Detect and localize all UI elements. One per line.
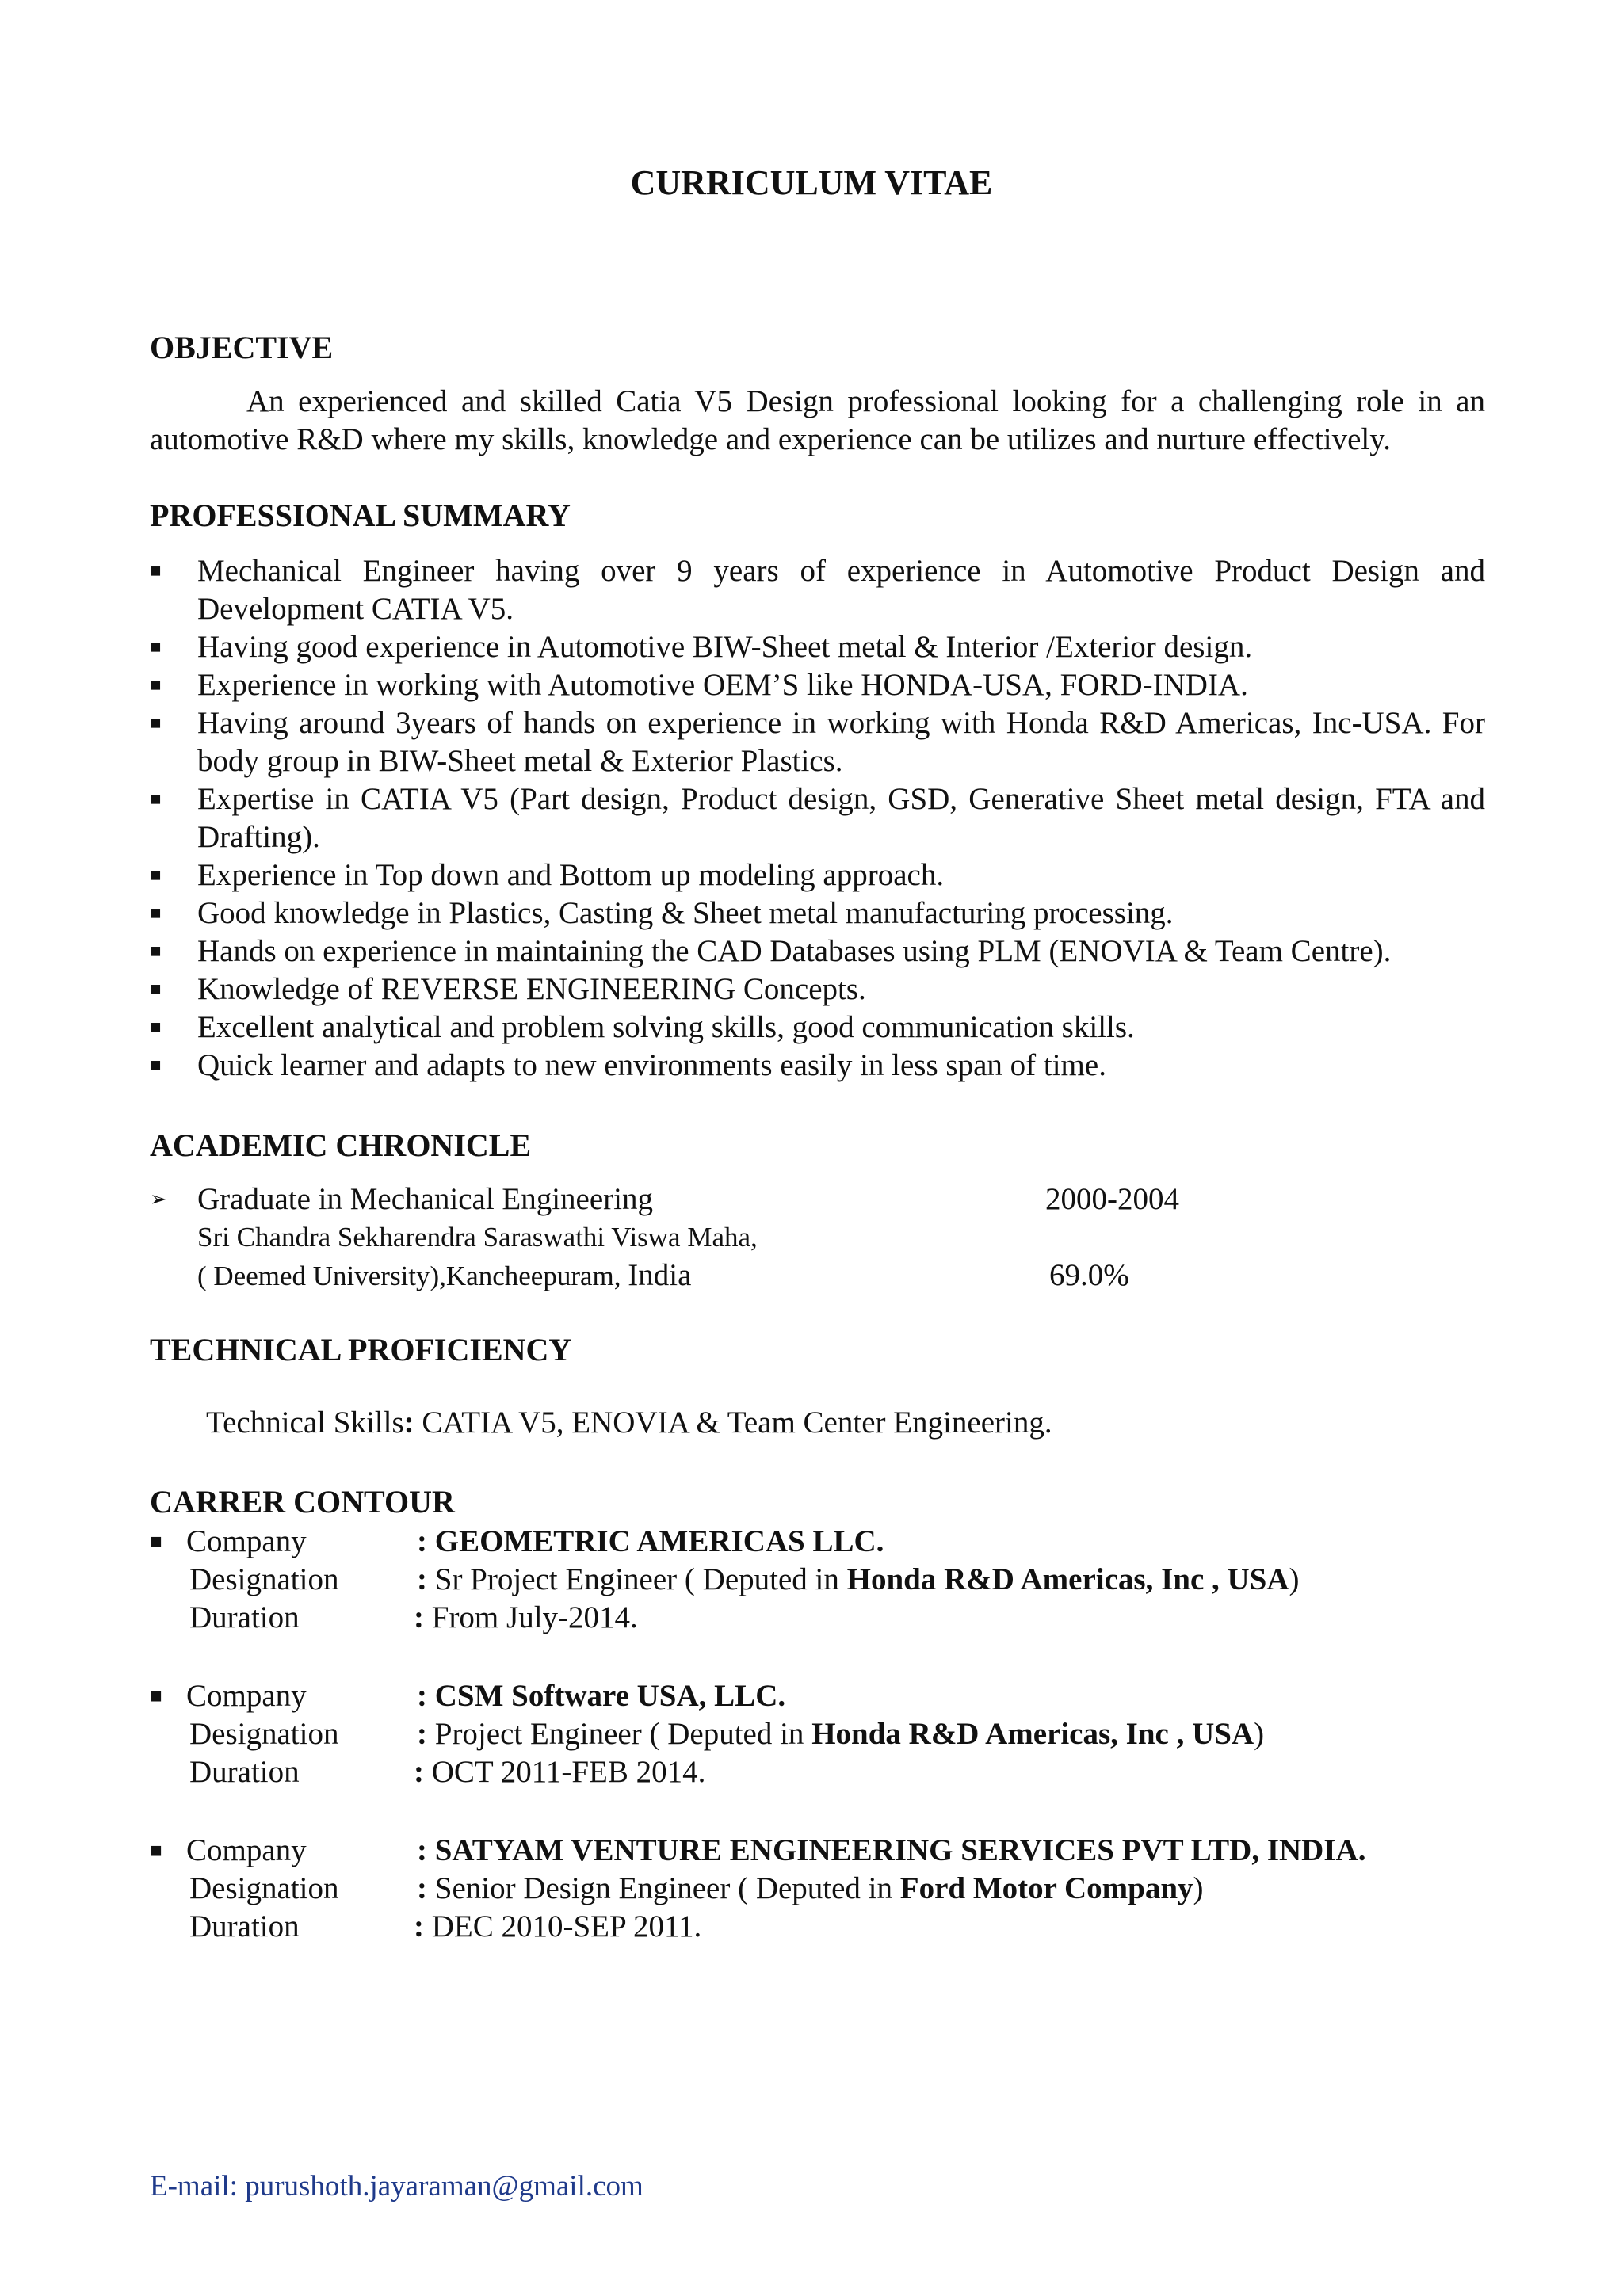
institution: Sri Chandra Sekharendra Saraswathi Viswa Maha, [197,1222,758,1253]
designation-value: : Senior Design Engineer ( Deputed in Ford Motor Company) [417,1871,1204,1905]
designation-value: : Sr Project Engineer ( Deputed in Honda R&D Americas, Inc , USA) [417,1562,1300,1596]
academic-heading: ACADEMIC CHRONICLE [150,1127,532,1163]
company-name: : SATYAM VENTURE ENGINEERING SERVICES PVT LTD, INDIA. [417,1833,1366,1867]
degree-score: 69.0% [1049,1258,1129,1292]
career-entry [150,1832,1537,1946]
summary-item: ■ Having good experience in Automotive BIW-Sheet metal & Interior /Exterior design. [150,628,1485,666]
university: ( Deemed University),Kancheepuram, India [197,1258,692,1292]
duration-label: Duration [189,1600,300,1634]
square-bullet-icon: ■ [150,979,162,1000]
square-bullet-icon: ■ [150,903,162,924]
summary-item: ■ Having around 3years of hands on experience in working with Honda R&D Americas, Inc-USA. For body group in BIW-Sheet metal & Exterior Plastics. [150,706,1485,778]
career-entry [150,1677,1537,1791]
square-bullet-icon: ■ [150,789,162,810]
square-bullet-icon: ■ [150,637,162,658]
arrowhead-bullet-icon: ➢ [150,1188,167,1211]
summary-item: ■ Excellent analytical and problem solving skills, good communication skills. [150,1009,1485,1047]
technical-skills: Technical Skills: CATIA V5, ENOVIA & Team Center Engineering. [206,1405,1052,1440]
summary-item: ■ Quick learner and adapts to new environments easily in less span of time. [150,1047,1485,1085]
objective-text: An experienced and skilled Catia V5 Design professional looking for a challenging role in an automotive R&D where my skills, knowledge and experience can be utilizes and nurture effectively. [150,384,1485,456]
summary-item: ■ Experience in working with Automotive OEM’S like HONDA-USA, FORD-INDIA. [150,666,1485,704]
duration-value: : From July-2014. [414,1600,638,1634]
square-bullet-icon: ■ [150,941,162,962]
summary-item: ■ Expertise in CATIA V5 (Part design, Product design, GSD, Generative Sheet metal design, FTA and Drafting). [150,782,1485,854]
summary-item: ■ Knowledge of REVERSE ENGINEERING Concepts. [150,971,1485,1009]
duration-label: Duration [189,1755,300,1789]
company-name: : CSM Software USA, LLC. [417,1679,786,1713]
square-bullet-icon: ■ [150,561,162,582]
email-address: E-mail: purushoth.jayaraman@gmail.com [150,2170,643,2203]
company-label: Company [186,1833,307,1867]
academic-entry [150,1180,1485,1295]
square-bullet-icon: ■ [150,713,162,734]
square-bullet-icon: ■ [150,1684,162,1707]
technical-heading: TECHNICAL PROFICIENCY [150,1332,572,1367]
duration-value: : DEC 2010-SEP 2011. [414,1909,702,1943]
degree-years: 2000-2004 [1045,1182,1179,1216]
square-bullet-icon: ■ [150,1530,162,1553]
company-label: Company [186,1524,307,1558]
document-title: CURRICULUM VITAE [630,163,993,202]
designation-label: Designation [189,1717,339,1751]
square-bullet-icon: ■ [150,1839,162,1862]
square-bullet-icon: ■ [150,675,162,696]
summary-item: ■ Good knowledge in Plastics, Casting & Sheet metal manufacturing processing. [150,894,1485,933]
square-bullet-icon: ■ [150,1017,162,1038]
career-entry [150,1523,1537,1637]
designation-value: : Project Engineer ( Deputed in Honda R&D Americas, Inc , USA) [417,1717,1265,1751]
summary-item: ■ Hands on experience in maintaining the CAD Databases using PLM (ENOVIA & Team Centre). [150,933,1485,971]
duration-label: Duration [189,1909,300,1943]
duration-value: : OCT 2011-FEB 2014. [414,1755,706,1789]
objective-heading: OBJECTIVE [150,330,334,365]
summary-item: ■ Mechanical Engineer having over 9 years of experience in Automotive Product Design and Development CATIA V5. [150,554,1485,626]
degree: Graduate in Mechanical Engineering [197,1182,654,1216]
summary-heading: PROFESSIONAL SUMMARY [150,498,571,533]
country: India [628,1258,692,1292]
company-name: : GEOMETRIC AMERICAS LLC. [417,1524,884,1558]
summary-item: ■ Experience in Top down and Bottom up modeling approach. [150,856,1485,894]
square-bullet-icon: ■ [150,865,162,886]
company-label: Company [186,1679,307,1713]
designation-label: Designation [189,1871,339,1905]
summary-list [150,552,1485,1085]
career-heading: CARRER CONTOUR [150,1484,455,1520]
designation-label: Designation [189,1562,339,1596]
square-bullet-icon: ■ [150,1055,162,1076]
